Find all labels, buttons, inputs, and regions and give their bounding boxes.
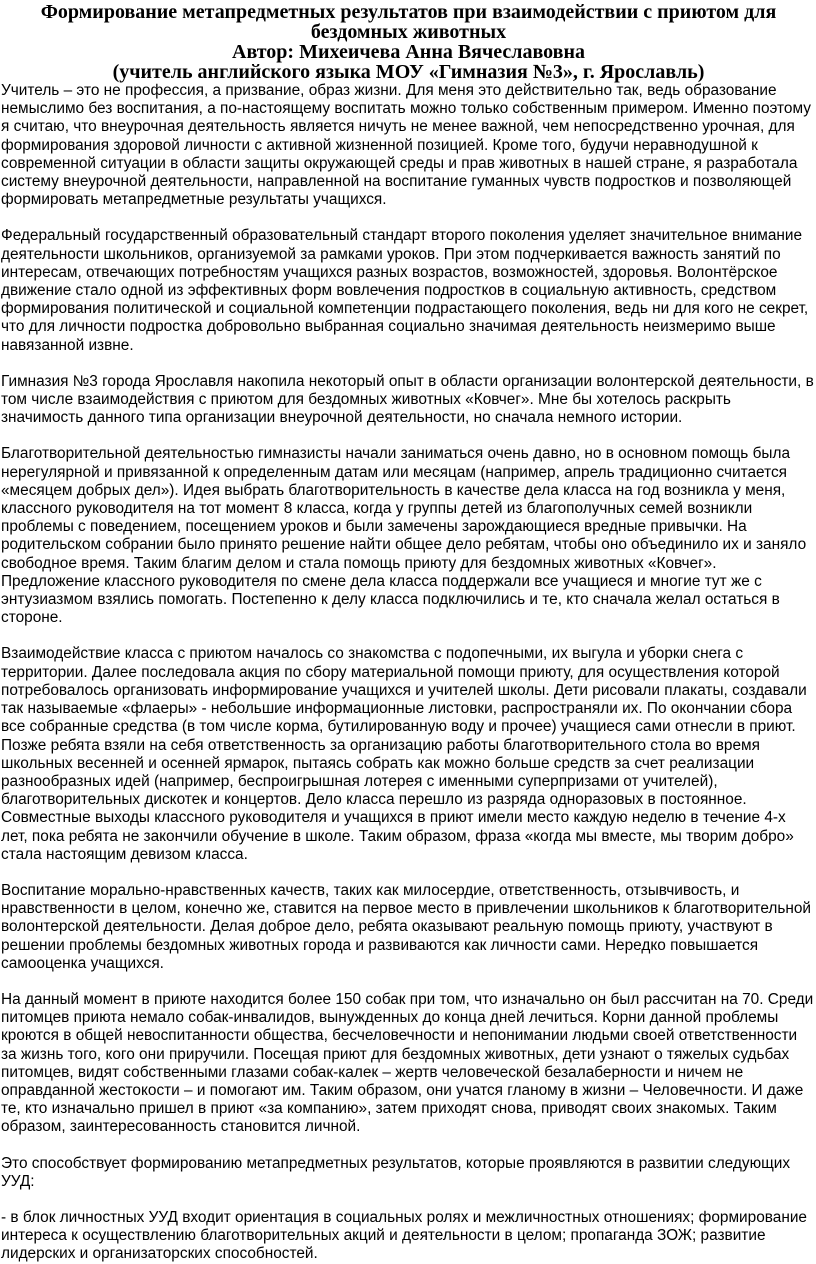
document-header <box>1 2 816 82</box>
paragraph-5: Взаимодействие класса с приютом началось со знакомства с подопечными, их выгула и уборки снега с территории. Далее последовала акция по сбору материальной помощи приюту, для осуществления которой потребовалось организовать информирование учащихся и учителей школы. Дети рисовали плакаты, создавали так называемые «флаеры» - небольшие информационные листовки, распространяли их. По окончании сбора все собранные средства (в том числе корма, бутилированную воду и прочее) учащиеся сами отнесли в приют. Позже ребята взяли на себя ответственность за организацию работы благотворительного стола во время школьных весенней и осенней ярмарок, пытаясь собрать как можно больше средств за счет реализации разнообразных идей (например, беспроигрышная лотерея с именными суперпризами от учителей), благотворительных дискотек и концертов. Дело класса перешло из разряда одноразовых в постоянное. Совместные выходы классного руководителя и учащихся в приют имели место каждую неделю в течение 4-х лет, пока ребята не закончили обучение в школе. Таким образом, фраза «когда мы вместе, мы творим добро» стала настоящим девизом класса. <box>1 645 807 863</box>
paragraph-3: Гимназия №3 города Ярославля накопила некоторый опыт в области организации волонтерской деятельности, в том числе взаимодействия с приютом для бездомных животных «Ковчег». Мне бы хотелось раскрыть значимость данного типа организации внеурочной деятельности, но сначала немного истории. <box>1 372 814 427</box>
paragraph-1: Учитель – это не профессия, а призвание, образ жизни. Для меня это действительно так, ведь образование немыслимо без воспитания, а по-настоящему воспитать можно только собственным примером. Именно поэтому я считаю, что внеурочная деятельность является ничуть не менее важной, чем непосредственно урочная, для формирования здоровой личности с активной жизненной позицией. Кроме того, будучи неравнодушной к современной ситуации в области защиты окружающей среды и прав животных в нашей стране, я разработала систему внеурочной деятельности, направленной на воспитание гуманных чувств подростков и позволяющей формировать метапредметные результаты учащихся. <box>1 82 811 209</box>
document-affiliation: (учитель английского языка МОУ «Гимназия №3», г. Ярославль) <box>112 61 705 83</box>
document-body <box>1 82 816 1264</box>
document-title-line-2: бездомных животных <box>310 21 507 43</box>
paragraph-8: Это способствует формированию метапредметных результатов, которые проявляются в развитии следующих УУД: <box>1 1154 791 1190</box>
paragraph-2: Федеральный государственный образовательный стандарт второго поколения уделяет значительное внимание деятельности школьников, организуемой за рамками уроков. При этом подчеркивается важность занятий по интересам, отвечающих потребностям учащихся разных возрастов, возможностей, здоровья. Волонтёрское движение стало одной из эффективных форм вовлечения подростков в социальную активность, средством формирования политической и социальной компетенции подрастающего поколения, ведь ни для кого не секрет, что для личности подростка добровольно выбранная социально значимая деятельность неизмеримо выше навязанной извне. <box>1 227 809 354</box>
document-author: Автор: Михеичева Анна Вячеславовна <box>232 41 585 63</box>
paragraph-7: На данный момент в приюте находится более 150 собак при том, что изначально он был рассчитан на 70. Среди питомцев приюта немало собак-инвалидов, вынужденных до конца дней лечиться. Корни данной проблемы кроются в общей невоспитанности общества, бесчеловечности и непонимании людьми своей ответственности за жизнь того, кого они приручили. Посещая приют для бездомных животных, дети узнают о тяжелых судьбах питомцев, видят собственными глазами собак-калек – жертв человеческой безалаберности и ничем не оправданной жестокости – и помогают им. Таким образом, они учатся гланому в жизни – Человечности. И даже те, кто изначально пришел в приют «за компанию», затем приходят снова, приводят своих знакомых. Таким образом, заинтересованность становится личной. <box>1 990 814 1136</box>
document-title-line-1: Формирование метапредметных результатов при взаимодействии с приютом для <box>40 1 777 23</box>
paragraph-9: - в блок личностных УУД входит ориентация в социальных ролях и межличностных отношениях; формирование интереса к осуществлению благотворительных акций и деятельности в целом; пропаганда ЗОЖ; развитие лидерских и организаторских способностей. <box>1 1208 807 1263</box>
paragraph-4: Благотворительной деятельностью гимназисты начали заниматься очень давно, но в основном помощь была нерегулярной и привязанной к определенным датам или месяцам (например, апрель традиционно считается «месяцем добрых дел»). Идея выбрать благотворительность в качестве дела класса на год возникла у меня, классного руководителя на тот момент 8 класса, когда у группы детей из благополучных семей возникли проблемы с поведением, посещением уроков и были замечены зарождающиеся вредные привычки. На родительском собрании было принято решение найти общее дело ребятам, чтобы оно объединило их и заняло свободное время. Таким благим делом и стала помощь приюту для бездомных животных «Ковчег». Предложение классного руководителя по смене дела класса поддержали все учащиеся и многие тут же с энтузиазмом взялись помогать. Постепенно к делу класса подключились и те, кто сначала желал остаться в стороне. <box>1 445 807 627</box>
paragraph-6: Воспитание морально-нравственных качеств, таких как милосердие, ответственность, отзывчивость, и нравственности в целом, конечно же, ставится на первое место в привлечении школьников к благотворительной волонтерской деятельности. Делая доброе дело, ребята оказывают реальную помощь приюту, участвуют в решении проблемы бездомных животных города и развиваются как личности сами. Нередко повышается самооценка учащихся. <box>1 881 812 972</box>
